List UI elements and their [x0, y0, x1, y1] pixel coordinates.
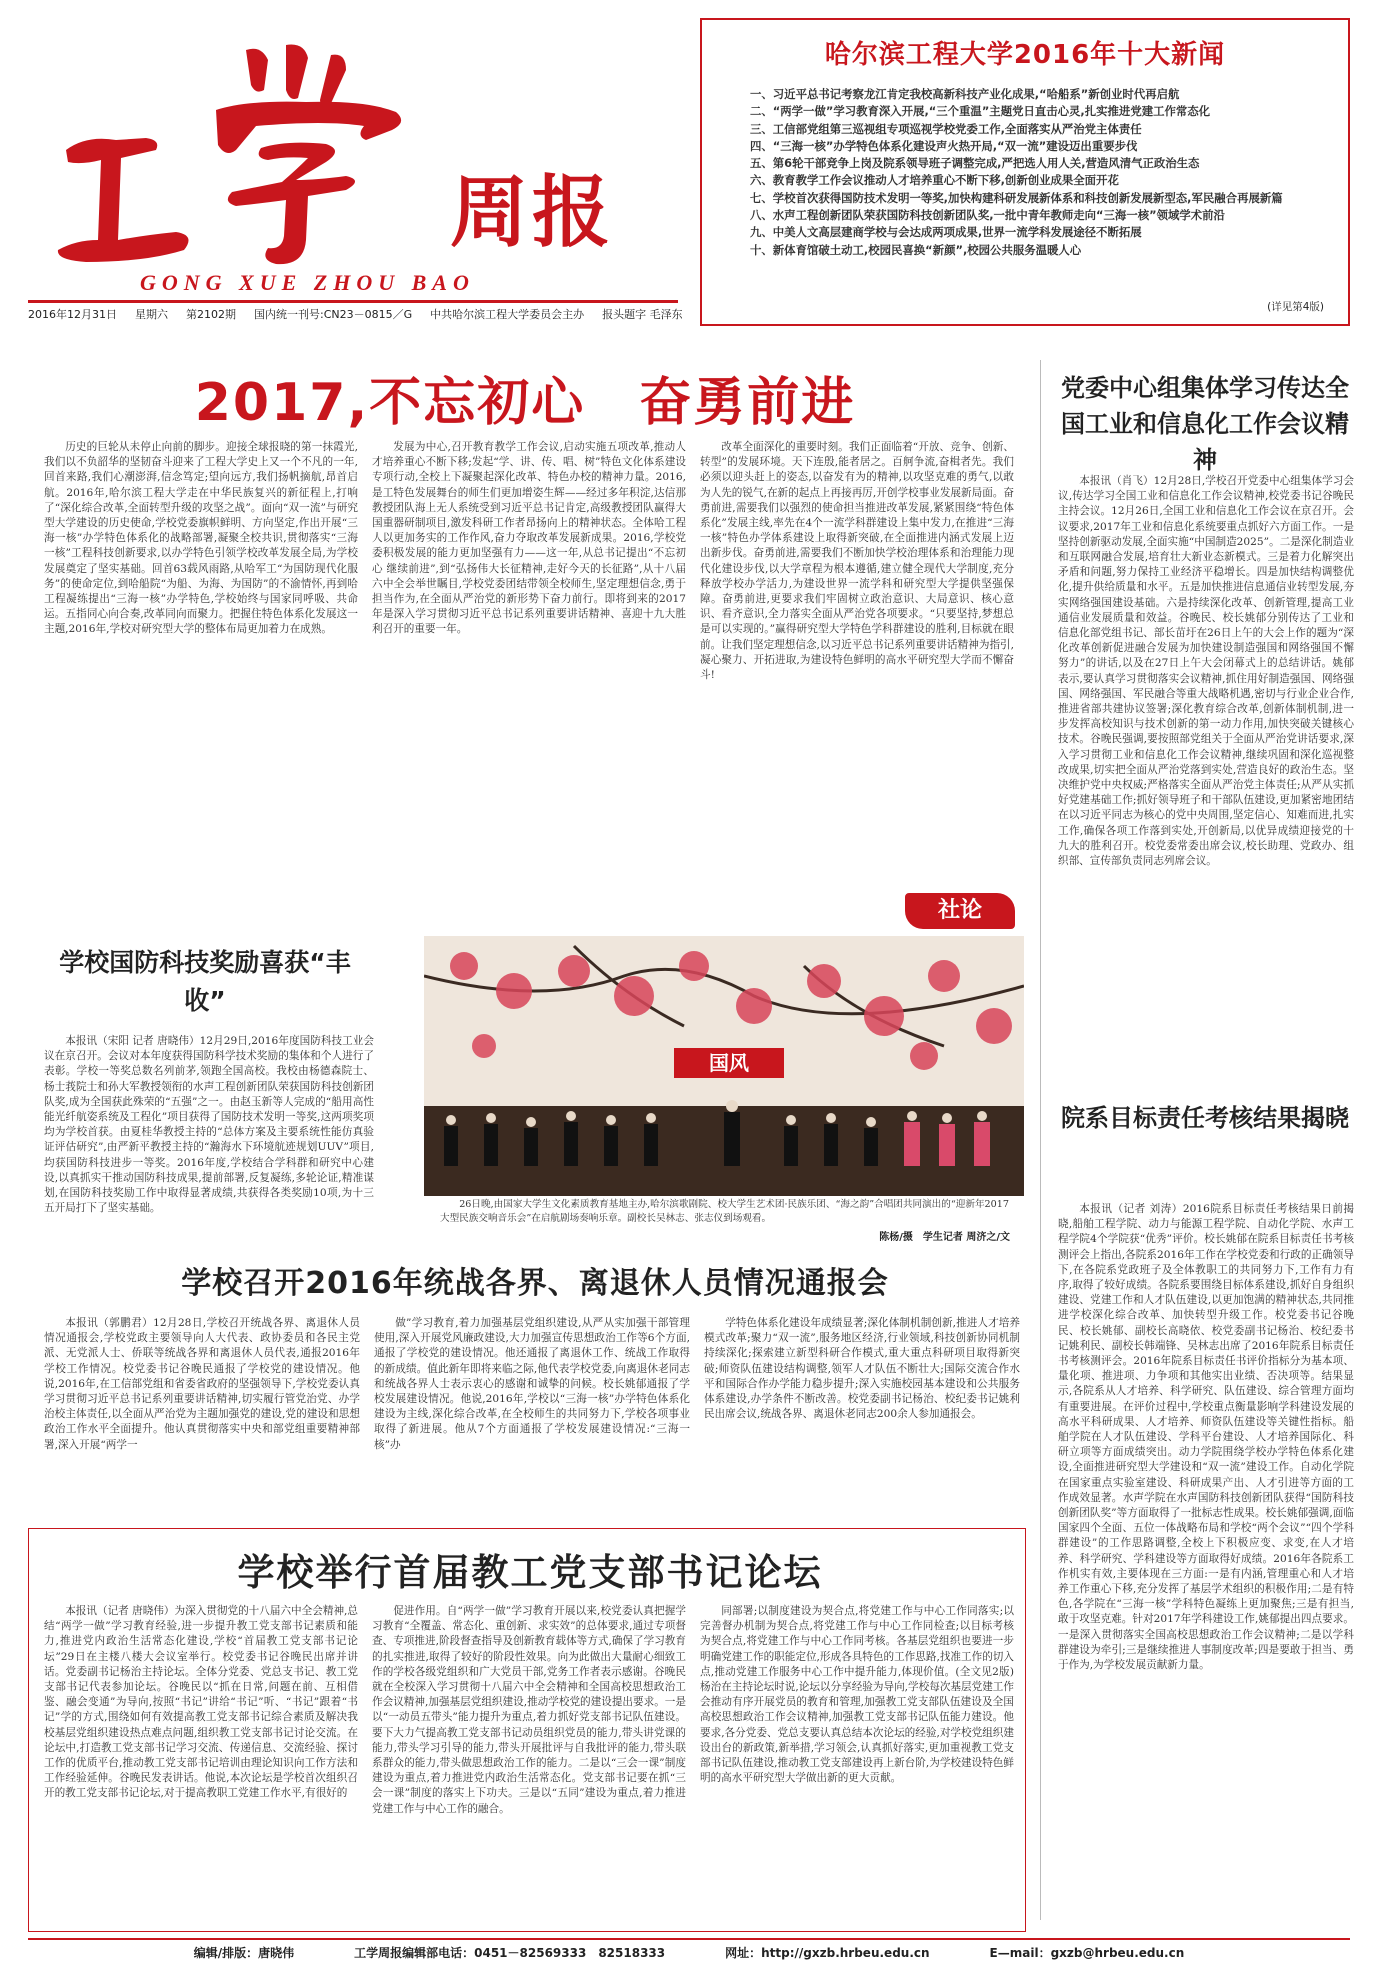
stage-banner: 国风	[709, 1051, 749, 1075]
article-title-study-session: 党委中心组集体学习传达全国工业和信息化工作会议精神	[1061, 374, 1349, 474]
top-ten-list	[750, 86, 1330, 259]
editorial-column: 历史的巨轮从未停止向前的脚步。迎接全球报晓的第一抹霞光,我们以不负韶华的坚韧奋斗迎来了工程大学史上又一个不凡的一年,回首来路,我们心潮澎湃,信念笃定;望向远方,我们扬帆摘航,昂首启航。2016年,哈尔滨工程大学走在中华民族复兴的新征程上,打响了“深化综合改革,全面转型升级的攻坚之战”。面向“双一流”与研究型大学建设的历史使命,学校党委旗帜鲜明、方向坚定,作出开展“三海一核”办学特色体系化的战略部署,凝聚全校共识,贯彻落实“三海一核”工程科技创新要求,以办学特色引领学校改革发展全局,为学校发展奠定了坚实基础。回首63载风雨路,从哈军工“为国防现代化服务”的使命定位,到哈船院“为船、为海、为国防”的不渝情怀,再到哈工程凝练提出“三海一核”办学特色,学校始终与国家同呼吸、共命运。五指同心向合奏,改革同向而聚力。把握住特色体系化发展这一主题,2016年,学校对研究型大学的整体布局更加着力在成熟。	[44, 441, 358, 636]
article-title-united-front: 学校召开2016年统战各界、离退休人员情况通报会	[181, 1266, 889, 1301]
top-ten-box	[700, 18, 1350, 326]
article-title-defense-awards: 学校国防科技奖励喜获“丰收”	[59, 948, 351, 1015]
footer-email[interactable]: E—mail：gxzb@hrbeu.edu.cn	[989, 1946, 1185, 1960]
article-title-assessment: 院系目标责任考核结果揭晓	[1061, 1104, 1349, 1132]
top-ten-item: 二、“两学一做”学习教育深入开展,“三个重温”主题党日直击心灵,扎实推进党建工作常态化	[750, 104, 1211, 119]
editorial-badge: 社论	[905, 893, 1015, 929]
issue-calligrapher: 报头题字 毛泽东	[602, 308, 683, 321]
article-body-defense-awards: 本报讯（宋阳 记者 唐晓伟）12月29日,2016年度国防科技工业会议在京召开。会议对本年度获得国防科学技术奖励的集体和个人进行了表彰。学校一等奖总数名列前茅,领跑全国高校。我校由杨德森院士、杨士莪院士和孙大军教授领衔的水声工程创新团队荣获国防科技创新团队奖,成为全国获此殊荣的“五强”之一。由赵玉新等人完成的“船用高性能光纤航姿系统及工程化”项目获得了国防技术发明一等奖,这两项奖项均为学校首获。由夏桂华教授主持的“总体方案及主要系统性能仿真验证评估研究”,由严新平教授主持的“瀚海水下环境航迹规划UUV”项目,均获国防科技进步一等奖。2016年度,学校结合学科群和研究中心建设,以真抓实干推动国防科技成果,提前部署,反复凝练,多轮论证,精准谋划,在国防科技奖励工作中取得显著成绩,共获得各类奖励10项,为十三五开局打下了坚实基础。	[44, 1035, 374, 1215]
article-column: 做”学习教育,着力加强基层党组织建设,从严从实加强干部管理使用,深入开展党风廉政建设,大力加强宣传思想政治工作等6个方面,通报了学校党的建设情况。他还通报了离退休工作、统战工作取得的新成绩。值此新年即将来临之际,他代表学校党委,向离退休老同志和统战各界人士表示衷心的感谢和诚挚的问候。校长姚郁通报了学校发展建设情况。他说,2016年,学校以“三海一核”办学特色体系化建设为主线,深化综合改革,在全校师生的共同努力下,学校各项事业取得了新进展。他从7个方面通报了学校发展建设情况:“三海一核”办	[374, 1317, 690, 1451]
top-ten-item: 六、教育教学工作会议推动人才培养重心不断下移,创新创业成果全面开花	[750, 173, 1119, 188]
top-ten-item: 三、工信部党组第三巡视组专项巡视学校党委工作,全面落实从严治党主体责任	[750, 121, 1142, 136]
top-ten-item: 九、中美人文高层建商学校与会达成两项成果,世界一流学科发展途径不断拓展	[750, 225, 1142, 240]
article-body-study-session: 本报讯（肖飞）12月28日,学校召开党委中心组集体学习会议,传达学习全国工业和信息化工作会议精神,校党委书记谷晚民主持会议。12月26日,全国工业和信息化工作会议在京召开。会议要求,2017年工业和信息化系统要重点抓好六方面工作。一是坚持创新驱动发展,全面实施“中国制造2025”。二是深化制造业和互联网融合发展,培育壮大新业态新模式。三是着力化解突出矛盾和问题,努力保持工业经济平稳增长。四是加快结构调整优化,提升供给质量和水平。五是加快推进信息通信业转型发展,夯实网络强国建设基础。六是持续深化改革、创新管理,提高工业通信业发展质量和效益。谷晚民、校长姚郁分别传达了工业和信息化部党组书记、部长苗圩在26日上午的大会上作的题为“深化改革创新促进融合发展为加快建设制造强国和网络强国不懈努力”的讲话,以及在27日上午大会闭幕式上的总结讲话。姚郁表示,要认真学习贯彻落实会议精神,抓住用好制造强国、网络强国、网络强国、军民融合等重大战略机遇,密切与行业企业合作,推进省部共建协议签署;深化教育综合改革,创新体制机制,进一步发挥高校知识与技术创新的第一动力作用,加快突破关键核心技术。谷晚民强调,要按照部党组关于全面从严治党讲话要求,深入学习贯彻工业和信息化工作会议精神,继续巩固和深化巡视整改成果,切实把全面从严治党落到实处,营造良好的政治生态。坚决维护党中央权威;严格落实全面从严治党主体责任;从严从实抓好党建基础工作;抓好领导班子和干部队伍建设,更加紧密地团结在以习近平同志为核心的党中央周围,坚定信心、知难而进,扎实工作,确保各项工作落到实处,开创新局,以优异成绩迎接党的十九大的胜利召开。校党委常委出席会议,校长助理、党政办、组织部、宣传部负责同志列席会议。	[1058, 475, 1354, 868]
masthead-title: 周报	[450, 168, 615, 258]
article-body-assessment: 本报讯（记者 刘涛）2016院系目标责任考核结果日前揭晓,船舶工程学院、动力与能源工程学院、自动化学院、水声工程学院4个学院获“优秀”评价。校长姚郁在院系目标责任书考核测评会上指出,各院系2016年工作在学校党委和行政的正确领导下,在各院系党政班子及全体教职工的共同努力下,工作有力有序,取得了较好成绩。各院系要围绕目标体系建设,抓好自身组织建设、党建工作和人才队伍建设,以更加饱满的精神状态,共同推进学校深化综合改革、加快转型升级工作。校党委书记谷晚民、校长姚郁、副校长高晓依、校党委副书记杨治、校纪委书记姚利民、副校长韩端锋、吴林志出席了2016年院系目标责任书考核测评会。2016年院系目标责任书评价指标分为基本项、量化项、推进项、力争项和其他实出业绩、否决项等。结果显示,各院系从人才培养、科学研究、队伍建设、综合管理方面均有重要进展。在评价过程中,学校重点衡量影响学科建设发展的高水平科研成果、人才培养、师资队伍建设等关键性指标。船舶学院在人才队伍建设、学科平台建设、人才培养国际化、科研立项等方面成绩突出。动力学院围绕学校办学特色体系化建设,全面推进研究型大学建设和“双一流”建设工作。自动化学院在国家重点实验室建设、科研成果产出、人才引进等方面的工作成效显著。水声学院在水声国防科技创新团队获得“国防科技创新团队奖”等方面取得了一批标志性成果。校长姚郁强调,面临国家四个全面、五位一体战略布局和学校“两个会议”“四个学科群建设”的工作思路调整,全校上下积极应变、求变,在人才培养、科学研究、学科建设等方面取得好成绩。2016年各院系工作机实有效,主要体现在三方面:一是有内涵,管理重心和人才培养工作重心下移,充分发挥了基层学术组织的积极作用;二是有特色,各学院在“三海一核”学科特色凝练上更加聚焦;三是有担当,敢于攻坚克难。针对2017年学科建设工作,姚郁提出四点要求。一是深入贯彻落实全国高校思想政治工作会议精神;二是以学科群建设为牵引;三是继续推进人事制度改革;四是要敢于担当、勇于作为,为学校发展贡献新力量。	[1058, 1203, 1354, 1672]
footer-website[interactable]: 网址：http://gxzb.hrbeu.edu.cn	[725, 1946, 930, 1960]
article-column: 促进作用。自“两学一做”学习教育开展以来,校党委认真把握学习教育“全覆盖、常态化、重创新、求实效”的总体要求,通过专项督查、专项推进,阶段督查指导及创新教育载体等方式,确保了学习教育的扎实推进,取得了较好的阶段性效果。向为此做出大量耐心细致工作的学校各级党组织和广大党员干部,党务工作者表示感谢。谷晚民就在全校深入学习贯彻十八届六中全会精神和全国高校思想政治工作会议精神,加强基层党组织建设,推动学校党的建设提出要求。一是以“一动员五带头”能力提升为重点,着力抓好党支部书记队伍建设。要下大力气提高教工党支部书记动员组织党员的能力,带头讲党课的能力,带头学习引导的能力,带头开展批评与自我批评的能力,带头联系群众的能力,带头做思想政治工作的能力。二是以“三会一课”制度建设为重点,着力推进党内政治生活常态化。党支部书记要在抓“三会一课”制度的落实上下功夫。三是以“五同”建设为重点,着力推进党建工作与中心工作的融合。	[372, 1605, 686, 1815]
issue-weekday: 星期六	[135, 308, 168, 321]
top-ten-item: 七、学校首次获得国防技术发明一等奖,加快构建科研发展新体系和科技创新发展新型态,军民融合再展新篇	[750, 190, 1283, 205]
masthead-pinyin: GONG XUE ZHOU BAO	[140, 270, 475, 295]
issue-number: 第2102期	[186, 308, 236, 321]
footer-editor: 编辑/排版：唐晓伟	[193, 1946, 295, 1960]
article-column: 本报讯（记者 唐晓伟）为深入贯彻党的十八届六中全会精神,总结“两学一做”学习教育经验,进一步提升教工党支部书记素质和能力,推进党内政治生活常态化建设,学校“首届教工党支部书记论坛”29日在主楼八楼大会议室举行。校党委书记谷晚民出席并讲话。党委副书记杨治主持论坛。全体分党委、党总支书记、教工党支部书记代表参加论坛。谷晚民以“抓在日常,问题在前、互相借鉴、融会变通”为导向,按照“书记”讲给“书记”听、“书记”跟着“书记”学的方式,围绕如何有效提高教工党支部书记综合素质及解决我校基层党组织建设热点难点问题,组织教工党支部书记讨论交流。在论坛中,打造教工党支部书记学习交流、传递信息、交流经验、探讨工作的优质平台,推动教工党支部书记培训由理论知识向工作方法和工作经验延伸。谷晚民发表讲话。他说,本次论坛是学校首次组织召开的教工党支部书记论坛,对于提高教职工党建工作水平,有很好的	[44, 1605, 358, 1800]
article-column: 同部署;以制度建设为契合点,将党建工作与中心工作同落实;以完善督办机制为契合点,将党建工作与中心工作同检查;以目标考核为契合点,将党建工作与中心工作同考核。各基层党组织也要进一步明确党建工作的职能定位,形成各具特色的工作思路,找准工作的切入点,推动党建工作服务中心工作中提升能力,体现价值。(全文见2版)杨治在主持论坛时说,论坛以分享经验为导向,学校每次基层党建工作会推动有序开展党员的教育和管理,加强教工党支部队伍建设及全国高校思想政治工作会议精神,加强教工党支部书记队伍能力建设。他要求,各分党委、党总支要认真总结本次论坛的经验,对学校党组织建设出台的新政策,新举措,学习领会,认真抓好落实,更加重视教工党支部书记队伍建设,推动教工党支部建设再上新台阶,为学校建设特色鲜明的高水平研究型大学做出新的更大贡献。	[700, 1605, 1014, 1785]
article-title-forum: 学校举行首届教工党支部书记论坛	[237, 1551, 823, 1594]
editorial-headline: 2017,不忘初心 奋勇前进	[194, 373, 856, 433]
top-ten-item: 四、“三海一核”办学特色体系化建设声火热开局,“双一流”建设迈出重要步伐	[750, 138, 1138, 153]
issue-publisher: 中共哈尔滨工程大学委员会主办	[430, 308, 585, 321]
concert-photo	[424, 936, 1024, 1196]
top-ten-note: (详见第4版)	[1267, 301, 1324, 313]
photo-caption: 26日晚,由国家大学生文化素质教育基地主办,哈尔滨歌剧院、校大学生艺术团·民族乐团、“海之韵”合唱团共同演出的“迎新年2017大型民族交响音乐会”在启航剧场奏响乐章。副校长吴林志、张志仪到场观看。	[440, 1199, 1009, 1224]
column-divider	[1040, 360, 1041, 1920]
issue-cn-number: 国内统一刊号:CN23－0815／G	[254, 308, 413, 321]
top-ten-item: 十、新体育馆破土动工,校园民喜换“新颜”,校园公共服务温暖人心	[750, 242, 1082, 257]
editorial-body	[44, 440, 1014, 890]
footer-rule	[28, 1938, 1350, 1940]
editorial-column: 发展为中心,召开教育教学工作会议,启动实施五项改革,推动人才培养重心不断下移;发起“学、讲、传、唱、树”特色文化体系建设专项行动,全校上下凝聚起深化改革、特色办校的精神力量。2016,是工特色发展舞台的师生们更加增姿生辉——经过多年积淀,达信那教授团队海上无人系统受到习近平总书记肯定,高级教授团队赢得大国重器研制项目,激发科研工作者昂扬向上的精神状态。全体哈工程人以更加务实的工作作风,奋力夺取改革发展新成果。2016,学校党委积极发展的能力更加坚强有力——这一年,从总书记提出“不忘初心 继续前进”,到“弘扬伟大长征精神,走好今天的长征路”,从十八届六中全会举世瞩目,学校党委团结带领全校师生,坚定理想信念,勇于担当作为,在全面从严治党的新形势下奋力前行。即将到来的2017年是深入学习贯彻习近平总书记系列重要讲话精神、喜迎十九大胜利召开的重要一年。	[372, 441, 686, 636]
editorial-column: 改革全面深化的重要时刻。我们正面临着“开放、竞争、创新、转型”的发展环境。天下连殷,能者居之。百舸争流,奋楫者先。我们必须以迎头赶上的姿态,以奋发有为的精神,以攻坚克难的勇气,以敢为人先的锐气,在新的起点上再接再厉,开创学校事业发展新局面。奋勇前进,需要我们以强烈的使命担当推进改革发展,紧紧围绕“特色体系化”发展主线,率先在4个一流学科群建设上集中发力,在推进“三海一核”特色办学体系建设上取得新突破,在全面推进内涵式发展上迈出新步伐。奋勇前进,需要我们不断加快学校治理体系和治理能力现代化建设步伐,以大学章程为根本遵循,建立健全现代大学制度,充分释放学校办学活力,为建设世界一流学科和研究型大学提供坚强保障。奋勇前进,更要求我们牢固树立政治意识、大局意识、核心意识、看齐意识,全力落实全面从严治党各项要求。“只要坚持,梦想总是可以实现的。”赢得研究型大学特色学科群建设的胜利,目标就在眼前。让我们坚定理想信念,以习近平总书记系列重要讲话精神为指引,凝心聚力、开拓进取,为建设特色鲜明的高水平研究型大学而不懈奋斗!	[700, 441, 1014, 682]
issue-info-line	[28, 306, 683, 322]
footer	[28, 1944, 1350, 1961]
masthead-rule	[28, 300, 678, 303]
top-ten-title: 哈尔滨工程大学2016年十大新闻	[824, 40, 1226, 70]
photo-credit: 陈杨/摄 学生记者 周济之/文	[879, 1232, 1010, 1243]
top-ten-item: 一、习近平总书记考察龙江肯定我校高新科技产业化成果,“哈船系”新创业时代再启航	[750, 87, 1180, 101]
article-column: 本报讯（郭鹏君）12月28日,学校召开统战各界、离退休人员情况通报会,学校党政主要领导向人大代表、政协委员和各民主党派、无党派人士、侨联等统战各界和离退休人员代表,通报2016年学校工作情况。校党委书记谷晚民通报了学校党的建设情况。他说,2016年,在工信部党组和省委省政府的坚强领导下,学校党委认真学习贯彻习近平总书记系列重要讲话精神,切实履行管党治党、办学治校主体责任,以全面从严治党为主题加强党的建设,党的建设和思想政治工作水平全面提升。他认真贯彻落实中央和部党组重要精神部署,深入开展“两学一	[44, 1317, 360, 1451]
footer-phone: 工学周报编辑部电话：0451－82569333 82518333	[354, 1946, 666, 1960]
article-body-united-front	[44, 1316, 1020, 1512]
top-ten-item: 五、第6轮干部竞争上岗及院系领导班子调整完成,严把选人用人关,营造风清气正政治生态	[750, 156, 1200, 171]
article-body-forum	[44, 1604, 1014, 1924]
masthead-logo	[46, 40, 426, 270]
article-column: 学特色体系化建设年成绩显著;深化体制机制创新,推进人才培养模式改革;聚力“双一流”,服务地区经济,行业领域,科技创新协同机制持续深化;探索建立新型科研合作模式,重大重点科研项目取得新突破;师资队伍建设结构调整,领军人才队伍不断壮大;国际交流合作水平和国际合作办学能力稳步提升;深入实施校园基本建设和公共服务体系建设,办学条件不断改善。校党委副书记杨治、校纪委书记姚利民出席会议,统战各界、离退休老同志200余人参加通报会。	[704, 1317, 1020, 1421]
issue-date: 2016年12月31日	[28, 308, 117, 321]
top-ten-item: 八、水声工程创新团队荣获国防科技创新团队奖,一批中青年教师走向“三海一核”领域学术前沿	[750, 208, 1225, 223]
